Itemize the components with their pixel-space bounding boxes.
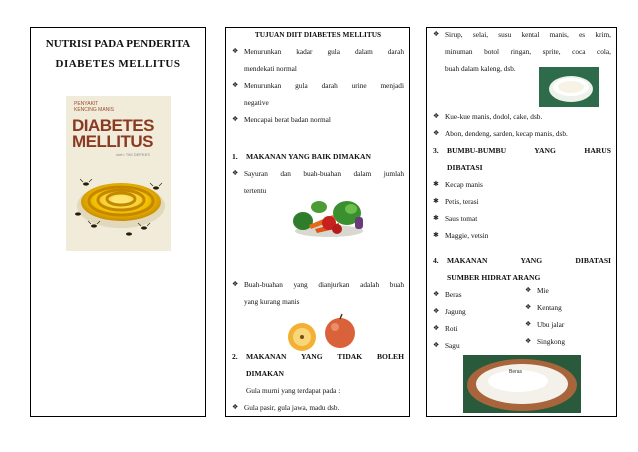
carb-item: Roti [445,324,458,333]
list-item [525,316,611,333]
list-item [433,303,525,320]
spice-item: Kecap manis [445,180,483,189]
list-item [232,77,404,111]
col2-content [232,26,404,199]
panel-cover [30,27,206,417]
fruit-line-2: yang kurang manis [244,297,300,306]
fruit-line-1: Buah-buahan yang dianjurkan adalah buah [244,280,404,289]
goal-3: Mencapai berat badan normal [244,115,331,124]
book-cover-image [66,96,171,251]
carb-item: Sagu [445,341,460,350]
diamond-bullet-icon: ❖ [433,341,440,349]
carbs-list-right [525,282,611,354]
list-item [433,125,611,142]
vegetable-line-2: tertentu [244,186,267,195]
sweet-items-line-2: minuman botol ringan, sprite, coca cola, [445,47,611,56]
carb-item: Singkong [537,337,565,346]
diamond-bullet-icon: ❖ [525,320,532,328]
section-title-line-2: DIBATASI [447,163,483,172]
list-item [525,299,611,316]
list-item [433,176,611,193]
diamond-bullet-icon: ❖ [232,169,239,177]
col2-content-lower [232,276,404,310]
meat-items: Abon, dendeng, sarden, kecap manis, dsb. [445,129,568,138]
title-line-1: NUTRISI PADA PENDERITA [45,38,191,50]
list-item-text [244,77,404,111]
carb-item: Beras [445,290,462,299]
list-item [433,320,525,337]
list-item [433,210,611,227]
list-item [232,111,404,128]
list-item [525,282,611,299]
diamond-bullet-icon: ❖ [232,403,239,411]
list-item [433,108,611,125]
panel-diet-goals [225,27,410,417]
carbs-list [433,286,611,354]
carbs-list-left [433,286,525,354]
section-heading-good-food [232,148,404,165]
star-bullet-icon: ✱ [433,197,439,205]
section-heading-goals: TUJUAN DIIT DIABETES MELLITUS [254,30,382,39]
forbidden-intro: Gula murni yang terdapat pada : [246,386,341,395]
diamond-bullet-icon: ❖ [433,30,440,38]
goal-1-line-1: Menurunkan kadar gula dalam darah [244,47,404,56]
cover-subtitle-line-1: PENYAKIT [74,101,99,107]
section-number: 4. [433,256,439,265]
diamond-bullet-icon: ❖ [433,112,440,120]
section-title: MAKANAN YANG BAIK DIMAKAN [246,152,371,161]
vegetable-line-1: Sayuran dan buah-buahan dalam jumlah [244,169,404,178]
carb-item: Kentang [537,303,562,312]
carb-item: Jagung [445,307,466,316]
section-number: 2. [232,352,238,361]
section-title [246,348,404,382]
star-bullet-icon: ✱ [433,180,439,188]
diamond-bullet-icon: ❖ [232,115,239,123]
col2-content-bottom [232,348,404,416]
spice-item: Saus tomat [445,214,478,223]
cover-subtitle-line-2: KENCING MANIS [74,107,115,113]
section-heading-carbs [433,252,611,286]
section-heading-spices [433,142,611,176]
star-bullet-icon: ✱ [433,231,439,239]
list-item [433,337,525,354]
rice-bowl-drawing [463,355,581,413]
list-item [525,333,611,350]
cover-author: oleh: TIM DEPKES [116,152,150,157]
section-title-line-2: SUMBER HIDRAT ARANG [447,273,541,282]
diamond-bullet-icon: ❖ [433,129,440,137]
list-item [232,43,404,77]
section-title-line-1: BUMBU-BUMBU YANG HARUS [447,146,611,155]
cover-title-line-2: MELLITUS [72,132,153,151]
carb-item: Mie [537,286,549,295]
section-title-line-2: DIMAKAN [246,369,284,378]
section-number: 3. [433,146,439,155]
section-title [447,252,611,286]
diamond-bullet-icon: ❖ [525,303,532,311]
diamond-bullet-icon: ❖ [232,81,239,89]
vegetables-image [289,193,365,239]
section-title-line-1: MAKANAN YANG DIBATASI [447,256,611,265]
list-item-text [244,43,404,77]
cake-items: Kue-kue manis, dodol, cake, dsb. [445,112,543,121]
diamond-bullet-icon: ❖ [433,307,440,315]
diamond-bullet-icon: ❖ [525,286,532,294]
col3-content-2 [433,108,611,354]
section-heading-forbidden-food [232,348,404,382]
panel-restricted-food [426,27,617,417]
list-item-text [244,276,404,310]
diamond-bullet-icon: ❖ [232,280,239,288]
diamond-bullet-icon: ❖ [433,324,440,332]
sweet-items-line-1: Sirup, selai, susu kental manis, es krim, [445,30,611,39]
spice-item: Maggie, vetsin [445,231,489,240]
rice-bowl-image [463,355,581,413]
goal-2-line-2: negative [244,98,269,107]
milk-bowl-image [539,67,599,107]
sugar-item: Gula pasir, gula jawa, madu dsb. [244,403,340,412]
section-number: 1. [232,152,238,161]
list-item [232,399,404,416]
cover-title-line-1: DIABETES [72,116,154,135]
spice-item: Petis, terasi [445,197,479,206]
section-title-line-1: MAKANAN YANG TIDAK BOLEH [246,352,404,361]
page-title [31,34,205,74]
title-line-2: DIABETES MELLITUS [55,58,181,70]
diamond-bullet-icon: ❖ [525,337,532,345]
rice-label: Beras [509,369,523,375]
goal-1-line-2: mendekati normal [244,64,297,73]
honey-coil-illustration [66,96,171,251]
goal-2-line-1: Menurunkan gula darah urine menjadi [244,81,404,90]
list-item [232,276,404,310]
diamond-bullet-icon: ❖ [232,47,239,55]
sweet-items-line-3: buah dalam kaleng, dsb. [445,64,516,73]
list-item [433,286,525,303]
diamond-bullet-icon: ❖ [433,290,440,298]
list-item [433,227,611,244]
section-title [447,142,611,176]
list-item [433,193,611,210]
star-bullet-icon: ✱ [433,214,439,222]
carb-item: Ubu jalar [537,320,565,329]
